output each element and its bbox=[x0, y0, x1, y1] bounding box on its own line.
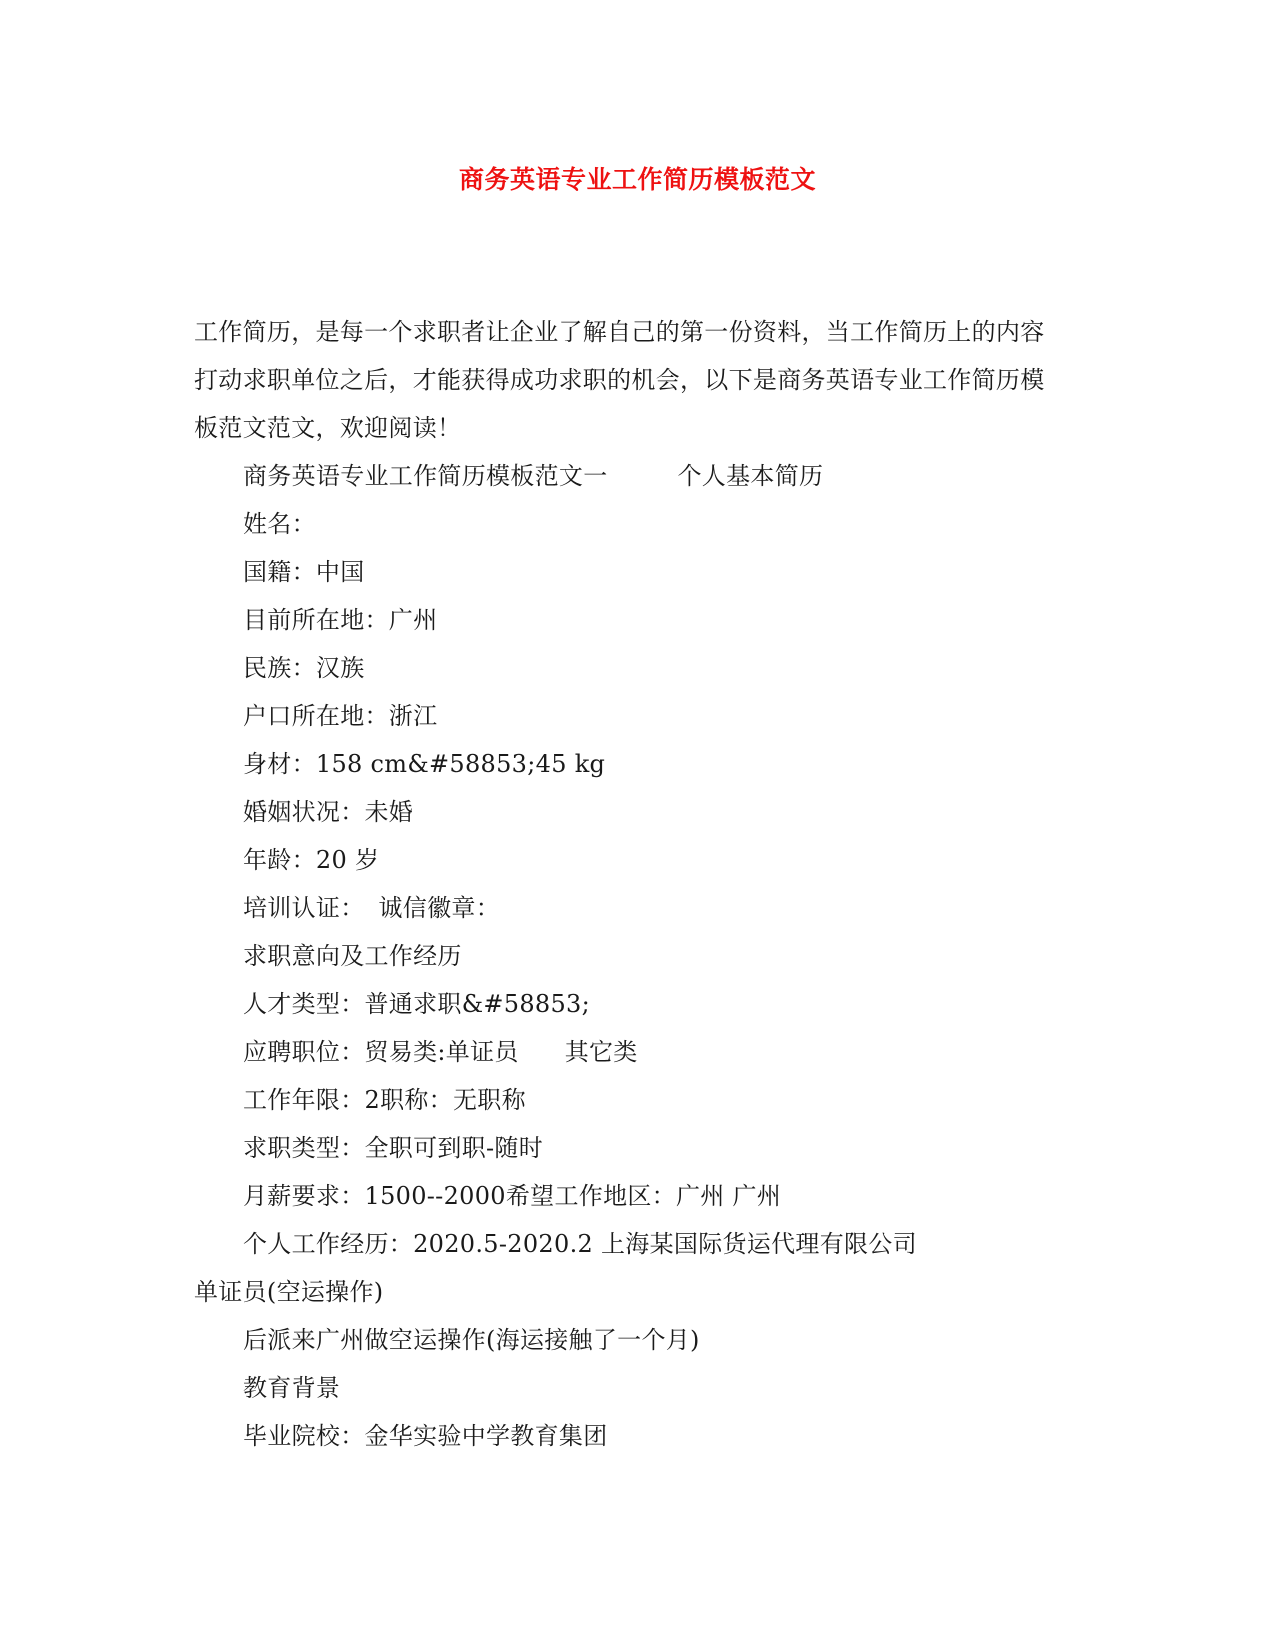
field-marital: 婚姻状况：未婚 bbox=[243, 798, 414, 826]
field-years: 工作年限：2职称：无职称 bbox=[243, 1086, 526, 1114]
field-job-type: 求职类型：全职可到职-随时 bbox=[243, 1134, 544, 1162]
field-position-other: 其它类 bbox=[564, 1038, 638, 1066]
field-position-main: 应聘职位：贸易类:单证员 bbox=[243, 1038, 519, 1066]
field-ethnicity: 民族：汉族 bbox=[243, 654, 365, 682]
intro-line: 工作简历，是每一个求职者让企业了解自己的第一份资料，当工作简历上的内容 bbox=[194, 318, 1045, 346]
resume-heading-section: 个人基本简历 bbox=[677, 462, 824, 490]
intro-paragraph bbox=[194, 308, 1074, 452]
resume-heading bbox=[194, 452, 1074, 500]
field-school: 毕业院校：金华实验中学教育集团 bbox=[243, 1422, 608, 1450]
field-location: 目前所在地：广州 bbox=[243, 606, 438, 634]
field-hukou: 户口所在地：浙江 bbox=[243, 702, 438, 730]
field-salary: 月薪要求：1500--2000希望工作地区：广州 广州 bbox=[243, 1182, 782, 1210]
field-talent-type: 人才类型：普通求职&#58853; bbox=[243, 990, 591, 1018]
field-experience-cont: 单证员(空运操作) bbox=[194, 1278, 384, 1306]
resume-content bbox=[194, 452, 1074, 1460]
field-name: 姓名： bbox=[243, 510, 316, 538]
field-age: 年龄：20 岁 bbox=[243, 846, 380, 874]
field-integrity-label: 诚信徽章： bbox=[378, 894, 500, 922]
field-experience-note: 后派来广州做空运操作(海运接触了一个月) bbox=[243, 1326, 700, 1354]
intro-line: 板范文范文，欢迎阅读！ bbox=[194, 414, 462, 442]
document-title: 商务英语专业工作简历模板范文 bbox=[458, 165, 816, 194]
section-job-intent: 求职意向及工作经历 bbox=[243, 942, 462, 970]
resume-heading-title: 商务英语专业工作简历模板范文一 bbox=[243, 462, 608, 490]
field-body: 身材：158 cm&#58853;45 kg bbox=[243, 750, 606, 778]
field-position bbox=[194, 1028, 1074, 1076]
section-education: 教育背景 bbox=[243, 1374, 341, 1402]
field-certification bbox=[194, 884, 1074, 932]
intro-line: 打动求职单位之后，才能获得成功求职的机会，以下是商务英语专业工作简历模 bbox=[194, 366, 1045, 394]
field-cert-label: 培训认证： bbox=[243, 894, 365, 922]
field-nationality: 国籍：中国 bbox=[243, 558, 365, 586]
field-experience: 个人工作经历：2020.5-2020.2 上海某国际货运代理有限公司 bbox=[243, 1230, 917, 1258]
